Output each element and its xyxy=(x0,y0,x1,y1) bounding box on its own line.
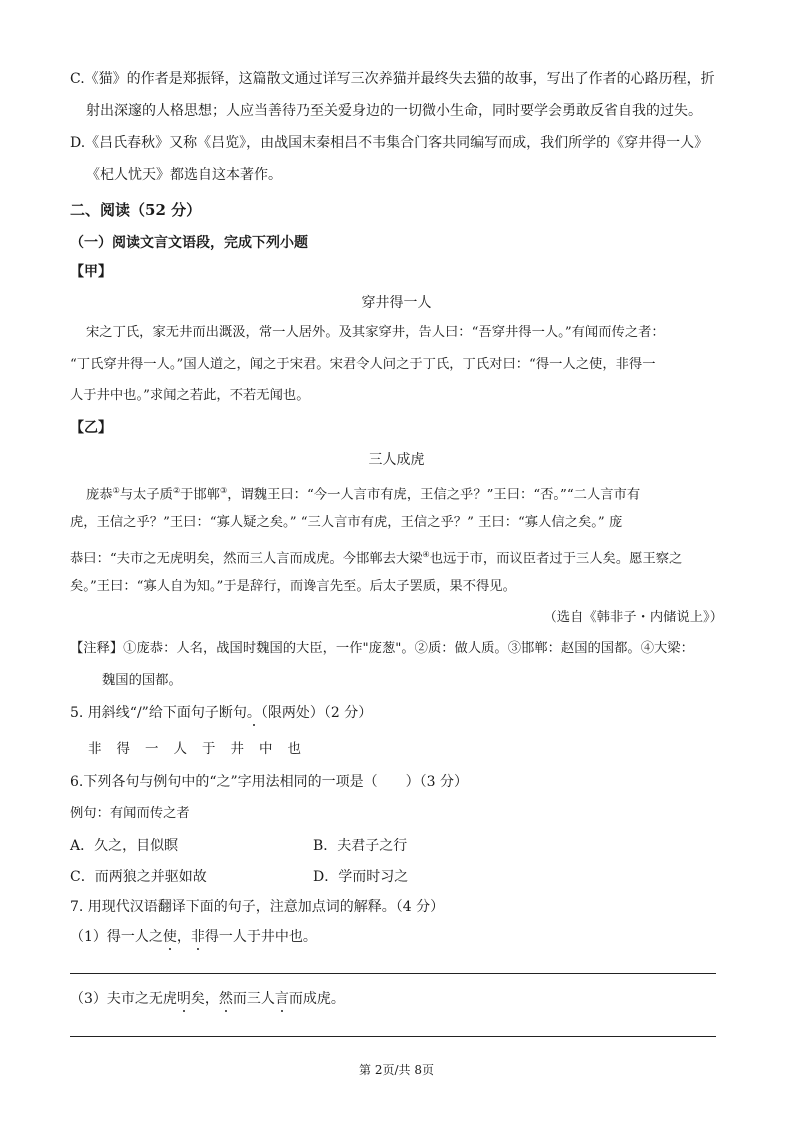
q7-s2-part1: 夫市之无虎 xyxy=(106,991,177,1007)
q6-option-c: C．而两狼之并驱如故 xyxy=(70,869,207,885)
q5-prompt-dot: 。 xyxy=(246,705,261,721)
passage-yi-tag: 【乙】 xyxy=(70,420,112,436)
passage-yi-title: 三人成虎 xyxy=(368,452,425,468)
passage-jia-title: 穿井得一人 xyxy=(361,295,432,311)
passage-yi-line1 xyxy=(86,481,640,505)
passage-yi-line3 xyxy=(70,545,682,569)
passage-yi-line3-a: 恭曰：“夫市之无虎明矣，然而三人言而成虎。今邯郸去大梁 xyxy=(70,551,423,567)
q7-s2-part3: 而三人 xyxy=(232,991,275,1007)
q6-prompt: 6.下列各句与例句中的“之”字用法相同的一项是（ ）（3 分） xyxy=(70,774,469,790)
q6-option-d: D．学而时习之 xyxy=(313,869,409,885)
section-heading: 二、阅读（52 分） xyxy=(70,201,202,219)
passage-yi-line1-d: ，谓魏王曰：“今一人言市有虎，王信之乎？”王曰：“否。”“二人言市有 xyxy=(227,487,641,503)
q7-s2-part2: 矣， xyxy=(190,991,219,1007)
q7-sentence-2 xyxy=(70,989,345,1009)
q7-s1-label: （1） xyxy=(70,929,107,945)
q7-prompt: 7. 用现代汉语翻译下面的句子，注意加点词的解释。（4 分） xyxy=(70,899,445,915)
passage-yi-line1-c: 于邯郸 xyxy=(180,487,221,503)
q7-s2-dotted-word-3: 言 xyxy=(274,991,289,1007)
note-ref-4: ④ xyxy=(422,550,430,559)
option-c-line2: 射出深邃的人格思想；人应当善待乃至关爱身边的一切微小生命，同时要学会勇敢反省自我的过失。 xyxy=(86,103,702,119)
option-d-line1: D.《吕氏春秋》又称《吕览》，由战国末秦相吕不韦集合门客共同编写而成，我们所学的《穿井得一人》 xyxy=(70,135,709,151)
passage-yi-line3-b: 也远于市，而议臣者过于三人矣。愿王察之 xyxy=(429,551,683,567)
option-d-line2: 《杞人忧天》都选自这本著作。 xyxy=(86,167,282,183)
passage-yi-line4: 矣。”王曰：“寡人自为知。”于是辞行，而谗言先至。后太子罢质，果不得见。 xyxy=(70,579,516,594)
answer-line-1 xyxy=(70,973,716,974)
passage-yi-source: （选自《韩非子・内储说上》） xyxy=(543,610,723,625)
q7-sentence-1 xyxy=(70,927,317,947)
q5-prompt xyxy=(70,703,372,723)
page-number: 第 2页/共 8页 xyxy=(359,1063,434,1077)
passage-yi-line2: 虎，王信之乎？”王曰：“寡人疑之矣。” “三人言市有虎，王信之乎？” 王曰：“寡人信之矣。” 庞 xyxy=(70,515,623,530)
q7-s2-dotted-word-1: 明 xyxy=(176,991,191,1007)
q7-s1-part3: 得一人于井中也。 xyxy=(204,929,317,945)
notes-line1: 【注释】①庞恭：人名，战国时魏国的大臣，一作"庞葱"。②质：做人质。③邯郸：赵国的国都。④大梁： xyxy=(70,641,694,656)
q7-s2-part4: 而成虎。 xyxy=(288,991,345,1007)
q7-s1-part1: 得一人之 xyxy=(106,929,163,945)
q7-s1-dotted-word-2: 非 xyxy=(190,929,205,945)
q7-s1-part2: ， xyxy=(176,929,191,945)
q7-s2-label: （3） xyxy=(70,991,107,1007)
q7-s2-dotted-word-2: 然 xyxy=(218,991,233,1007)
passage-yi-line1-b: 与太子质 xyxy=(119,487,173,503)
note-ref-3: ③ xyxy=(220,486,228,495)
notes-line2: 魏国的国都。 xyxy=(102,673,182,688)
sub-heading: （一）阅读文言文语段，完成下列小题 xyxy=(70,235,308,251)
passage-yi-line1-a: 庞恭 xyxy=(86,487,113,503)
option-c-line1: C.《猫》的作者是郑振铎，这篇散文通过详写三次养猫并最终失去猫的故事，写出了作者的心路历程，折 xyxy=(70,71,715,87)
passage-jia-line3: 人于井中也。”求闻之若此，不若无闻也。 xyxy=(70,388,310,403)
q7-s1-dotted-word-1: 使 xyxy=(162,929,177,945)
answer-line-2 xyxy=(70,1036,716,1037)
q5-prompt-b: （限两处）（2 分） xyxy=(260,705,373,721)
note-ref-1: ① xyxy=(112,486,120,495)
q6-option-b: B．夫君子之行 xyxy=(313,838,408,854)
passage-jia-line2: “丁氏穿井得一人。”国人道之，闻之于宋君。宋君令人问之于丁氏，丁氏对曰：“得一人之使，非得一 xyxy=(70,357,656,372)
q5-prompt-a: 5. 用斜线“/”给下面句子断句 xyxy=(70,705,247,721)
passage-jia-line1: 宋之丁氏，家无井而出溉汲，常一人居外。及其家穿井，告人曰：“吾穿井得一人。”有闻而传之者： xyxy=(86,325,665,340)
q6-example: 例句：有闻而传之者 xyxy=(70,806,190,821)
note-ref-2: ② xyxy=(172,486,181,495)
q6-option-a: A．久之，目似瞑 xyxy=(70,838,179,854)
q5-sentence: 非得一人于井中也 xyxy=(88,741,316,757)
passage-jia-tag: 【甲】 xyxy=(70,264,112,280)
